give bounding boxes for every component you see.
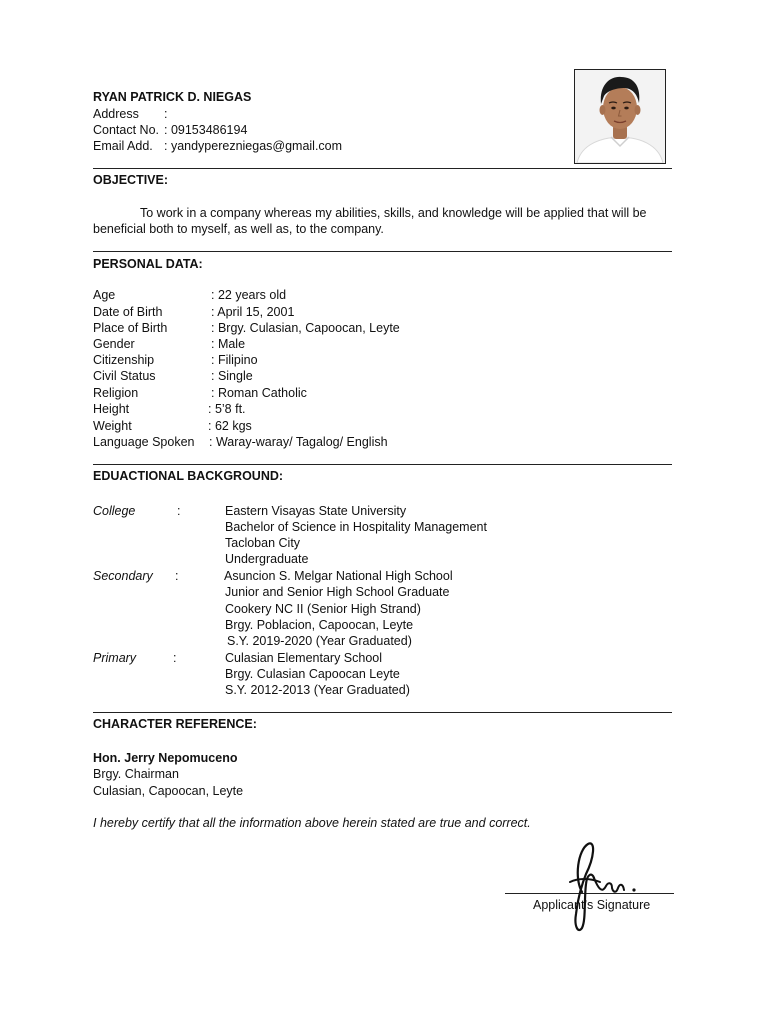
address-label: Address xyxy=(93,107,139,121)
reference-position: Brgy. Chairman xyxy=(93,767,179,781)
field-label: Weight xyxy=(93,419,132,433)
personal-row-birth-date xyxy=(93,305,493,321)
personal-row-gender xyxy=(93,337,493,353)
personal-row-weight xyxy=(93,419,493,435)
education-secondary-line xyxy=(93,618,653,634)
personal-data-heading: PERSONAL DATA: xyxy=(93,257,203,271)
field-value: : April 15, 2001 xyxy=(211,305,295,319)
field-label: Language Spoken xyxy=(93,435,195,449)
education-college-line xyxy=(93,552,653,568)
education-secondary xyxy=(93,569,653,585)
contact-label: Contact No. xyxy=(93,123,160,137)
applicant-photo xyxy=(574,69,666,164)
objective-line-1: To work in a company whereas my abilities, skills, and knowledge will be applied that will be xyxy=(140,206,647,220)
education-line: Cookery NC II (Senior High Strand) xyxy=(225,602,421,616)
divider xyxy=(93,464,672,465)
education-separator: : xyxy=(173,651,177,665)
field-label: Citizenship xyxy=(93,353,155,367)
education-secondary-line xyxy=(93,585,653,601)
personal-row-citizenship xyxy=(93,353,493,369)
education-separator: : xyxy=(175,569,179,583)
education-line: Bachelor of Science in Hospitality Management xyxy=(225,520,487,534)
reference-location: Culasian, Capoocan, Leyte xyxy=(93,784,244,798)
education-line: Tacloban City xyxy=(225,536,301,550)
education-primary xyxy=(93,651,653,667)
field-label: Civil Status xyxy=(93,369,156,383)
field-value: : Waray-waray/ Tagalog/ English xyxy=(209,435,388,449)
certification-statement: I hereby certify that all the information above herein stated are true and correct. xyxy=(93,816,531,830)
field-value: : Single xyxy=(211,369,253,383)
personal-row-civil-status xyxy=(93,369,493,385)
divider xyxy=(93,251,672,252)
personal-row-age xyxy=(93,288,493,304)
field-label: Gender xyxy=(93,337,135,351)
education-primary-line xyxy=(93,683,653,699)
field-value: : 22 years old xyxy=(211,288,287,302)
field-value: : Roman Catholic xyxy=(211,386,307,400)
handwritten-signature xyxy=(560,838,650,938)
education-heading: EDUACTIONAL BACKGROUND: xyxy=(93,469,284,483)
field-label: Religion xyxy=(93,386,139,400)
applicant-name: RYAN PATRICK D. NIEGAS xyxy=(93,90,252,104)
contact-value: : 09153486194 xyxy=(164,123,248,137)
reference-heading: CHARACTER REFERENCE: xyxy=(93,717,257,731)
education-line: Culasian Elementary School xyxy=(225,651,383,665)
education-level-label: Secondary xyxy=(93,569,153,583)
objective-heading: OBJECTIVE: xyxy=(93,173,169,187)
education-secondary-line xyxy=(93,634,653,650)
portrait-image xyxy=(575,70,665,163)
education-primary-line xyxy=(93,667,653,683)
divider xyxy=(93,712,672,713)
field-value: : 5’8 ft. xyxy=(208,402,246,416)
education-separator: : xyxy=(177,504,181,518)
personal-row-religion xyxy=(93,386,493,402)
field-value: : Brgy. Culasian, Capoocan, Leyte xyxy=(211,321,400,335)
address-separator: : xyxy=(164,107,168,121)
education-line: Brgy. Poblacion, Capoocan, Leyte xyxy=(225,618,414,632)
personal-row-language xyxy=(93,435,493,451)
education-line: Undergraduate xyxy=(225,552,309,566)
education-secondary-line xyxy=(93,602,653,618)
education-line: Junior and Senior High School Graduate xyxy=(225,585,450,599)
education-line: Eastern Visayas State University xyxy=(225,504,407,518)
reference-name: Hon. Jerry Nepomuceno xyxy=(93,751,238,765)
field-label: Date of Birth xyxy=(93,305,163,319)
education-college xyxy=(93,504,653,520)
education-line: S.Y. 2019-2020 (Year Graduated) xyxy=(227,634,412,648)
email-value: : yandyperezniegas@gmail.com xyxy=(164,139,343,153)
objective-line-2: beneficial both to myself, as well as, to the company. xyxy=(93,222,384,236)
education-level-label: College xyxy=(93,504,136,518)
education-college-line xyxy=(93,536,653,552)
signature-label: Applicant’s Signature xyxy=(533,898,651,912)
personal-row-height xyxy=(93,402,493,418)
education-line: Asuncion S. Melgar National High School xyxy=(224,569,453,583)
personal-row-birth-place xyxy=(93,321,493,337)
education-line: Brgy. Culasian Capoocan Leyte xyxy=(225,667,400,681)
education-college-line xyxy=(93,520,653,536)
education-line: S.Y. 2012-2013 (Year Graduated) xyxy=(225,683,410,697)
field-value: : 62 kgs xyxy=(208,419,252,433)
field-label: Height xyxy=(93,402,130,416)
field-label: Place of Birth xyxy=(93,321,168,335)
field-value: : Filipino xyxy=(211,353,258,367)
divider xyxy=(93,168,672,169)
education-level-label: Primary xyxy=(93,651,137,665)
email-label: Email Add. xyxy=(93,139,153,153)
field-value: : Male xyxy=(211,337,246,351)
field-label: Age xyxy=(93,288,116,302)
